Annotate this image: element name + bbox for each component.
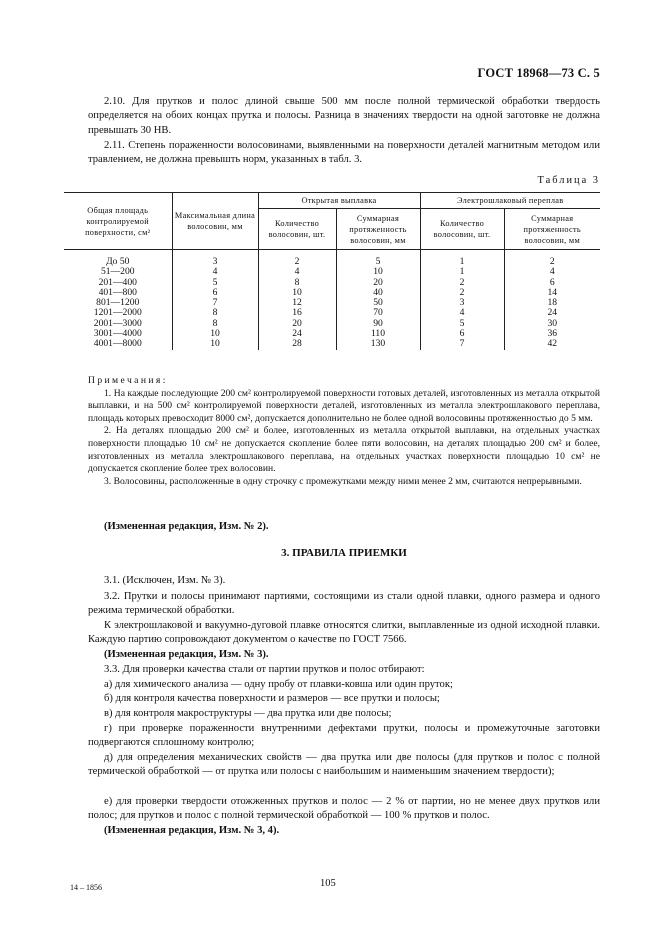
item-a: а) для химического анализа — одну пробу от плавки-ковша или один пруток; [104, 679, 453, 690]
note-3: 3. Волосовины, расположенные в одну строчку с промежутками между ними менее 2 мм, считаются непрерывными. [104, 475, 582, 487]
table-row [64, 339, 600, 349]
cell-el-total: 18 [504, 298, 600, 308]
cell-open-count: 20 [258, 319, 336, 329]
table-row [64, 250, 600, 268]
cell-open-total: 130 [336, 339, 420, 349]
cell-area: 2001—3000 [93, 317, 142, 329]
edit-note-3: (Измененная редакция, Изм. № 3). [104, 649, 269, 660]
table-row [64, 329, 600, 339]
cell-max-length: 4 [172, 267, 258, 277]
note-1: 1. На каждые последующие 200 см² контролируемой поверхности готовых деталей, изготовленных из металла открытой выплавки, и на 500 см² контролируемой поверхности деталей, изготовленных из металла электрошлакового переплава, площадь которых превосходит 8000 см², допускается дополнительно не более одной волосовины протяженностью до 5 мм. [88, 387, 600, 424]
header-open-total: Суммарная протяженность волосовин, мм [336, 209, 420, 250]
cell-el-count: 2 [420, 288, 504, 298]
cell-area: 401—800 [98, 286, 137, 298]
cell-area: До 50 [106, 256, 130, 267]
item-g: г) при проверке пораженности внутренними дефектами прутки, полосы и промежуточные заготовки подвергаются сплошному контролю; [88, 723, 600, 749]
note-2: 2. На деталях площадью 200 см² и более, изготовленных из металла открытой выплавки, на отдельных участках поверхности площадью 10 см² не допускается скопление более пяти волосовин, на деталях площадью 200 см² и более, изготовленных из металла электрошлакового переплава, на отдельных участках поверхности площадью 10 см² не допускается скопление более трех волосовин. [88, 425, 600, 475]
cell-el-total: 14 [504, 288, 600, 298]
cell-max-length: 6 [172, 288, 258, 298]
paragraph-2-10: 2.10. Для прутков и полос длиной свыше 500 мм после полной термической обработки твердость определяется на обоих концах прутка и полосы. Разница в значениях твердости на одной заготовке не должна превышать 30 НВ. [88, 96, 600, 136]
header-open-count: Количество волосовин, шт. [258, 209, 336, 250]
cell-el-total: 42 [504, 339, 600, 349]
paragraph-3-2b: К электрошлаковой и вакуумно-дуговой плавке относятся слитки, выплавленные из одной исходной плавки. Каждую партию сопровождают документом о качестве по ГОСТ 7566. [88, 620, 600, 646]
cell-open-count: 4 [258, 267, 336, 277]
cell-open-total: 20 [336, 278, 420, 288]
cell-max-length: 10 [172, 339, 258, 349]
cell-el-count: 6 [420, 329, 504, 339]
cell-open-count: 24 [258, 329, 336, 339]
cell-area: 3001—4000 [93, 328, 142, 340]
cell-max-length: 8 [172, 308, 258, 318]
cell-open-total: 50 [336, 298, 420, 308]
cell-el-count: 5 [420, 319, 504, 329]
header-max-length: Максимальная длина волосовин, мм [172, 193, 258, 250]
footer-code: 14 – 1856 [70, 883, 102, 892]
paragraph-3-3: 3.3. Для проверки качества стали от партии прутков и полос отбирают: [104, 664, 425, 675]
table-row [64, 278, 600, 288]
notes-caption: Примечания: [88, 375, 168, 386]
table-row [64, 267, 600, 277]
cell-el-total: 24 [504, 308, 600, 318]
cell-max-length: 7 [172, 298, 258, 308]
cell-el-total: 6 [504, 278, 600, 288]
cell-max-length: 10 [172, 329, 258, 339]
cell-el-total: 4 [504, 267, 600, 277]
gost-header: ГОСТ 18968—73 С. 5 [477, 66, 600, 80]
cell-el-count: 1 [420, 250, 504, 268]
item-e: е) для проверки твердости отожженных прутков и полос — 2 % от партии, но не менее двух прутков или полос; для прутков и полос с полной термической обработкой — 100 % прутков и полос. [88, 796, 600, 822]
cell-el-total: 30 [504, 319, 600, 329]
cell-max-length: 5 [172, 278, 258, 288]
table-caption: Таблица 3 [537, 175, 600, 186]
cell-area: 201—400 [98, 276, 137, 288]
header-el-total: Суммарная протяженность волосовин, мм [504, 209, 600, 250]
cell-area: 801—1200 [96, 297, 140, 309]
section-title: 3. ПРАВИЛА ПРИЕМКИ [281, 547, 407, 559]
cell-open-total: 5 [336, 250, 420, 268]
cell-open-count: 28 [258, 339, 336, 349]
cell-max-length: 3 [172, 250, 258, 268]
defects-table [64, 192, 600, 350]
cell-open-count: 16 [258, 308, 336, 318]
item-v: в) для контроля макроструктуры — два прутка или две полосы; [104, 708, 392, 719]
paragraph-2-11: 2.11. Степень пораженности волосовинами, выявленными на поверхности деталей магнитным методом или травлением, не должна превышть норм, указанных в табл. 3. [88, 140, 600, 166]
cell-el-count: 7 [420, 339, 504, 349]
cell-el-count: 2 [420, 278, 504, 288]
page-number: 105 [320, 878, 336, 889]
paragraph-3-2: 3.2. Прутки и полосы принимают партиями, состоящими из стали одной плавки, одного размера и одного режима термической обработки. [88, 591, 600, 617]
header-open-melt: Открытая выплавка [258, 193, 420, 209]
cell-open-total: 10 [336, 267, 420, 277]
table-row [64, 298, 600, 308]
table-row [64, 308, 600, 318]
cell-el-count: 3 [420, 298, 504, 308]
cell-open-total: 70 [336, 308, 420, 318]
paragraph-3-1-text: 3.1. (Исключен, Изм. № 3). [104, 575, 226, 586]
cell-el-total: 36 [504, 329, 600, 339]
cell-max-length: 8 [172, 319, 258, 329]
cell-open-total: 110 [336, 329, 420, 339]
header-area: Общая площадь контролируемой поверхности, см² [64, 193, 172, 250]
paragraph-3-1 [88, 574, 600, 588]
edit-note-3-4: (Измененная редакция, Изм. № 3, 4). [104, 825, 280, 836]
cell-area: 1201—2000 [93, 307, 142, 319]
cell-el-count: 1 [420, 267, 504, 277]
header-electroslag: Электрошлаковый переплав [420, 193, 600, 209]
table-row [64, 319, 600, 329]
edit-note-2: (Измененная редакция, Изм. № 2). [104, 521, 269, 532]
cell-el-count: 4 [420, 308, 504, 318]
cell-open-count: 8 [258, 278, 336, 288]
cell-el-total: 2 [504, 250, 600, 268]
notes [88, 375, 600, 488]
cell-open-count: 10 [258, 288, 336, 298]
cell-area: 4001—8000 [93, 338, 142, 350]
item-b: б) для контроля качества поверхности и размеров — все прутки и полосы; [104, 693, 440, 704]
cell-open-count: 12 [258, 298, 336, 308]
table-row [64, 288, 600, 298]
header-el-count: Количество волосовин, шт. [420, 209, 504, 250]
item-d: д) для определения механических свойств — два прутка или две полосы (для прутков и полос с полной термической обработкой — от прутка или полосы с наибольшим и наименьшим значением твердости); [88, 752, 600, 778]
cell-open-total: 90 [336, 319, 420, 329]
cell-open-total: 40 [336, 288, 420, 298]
cell-open-count: 2 [258, 250, 336, 268]
cell-area: 51—200 [100, 266, 135, 278]
